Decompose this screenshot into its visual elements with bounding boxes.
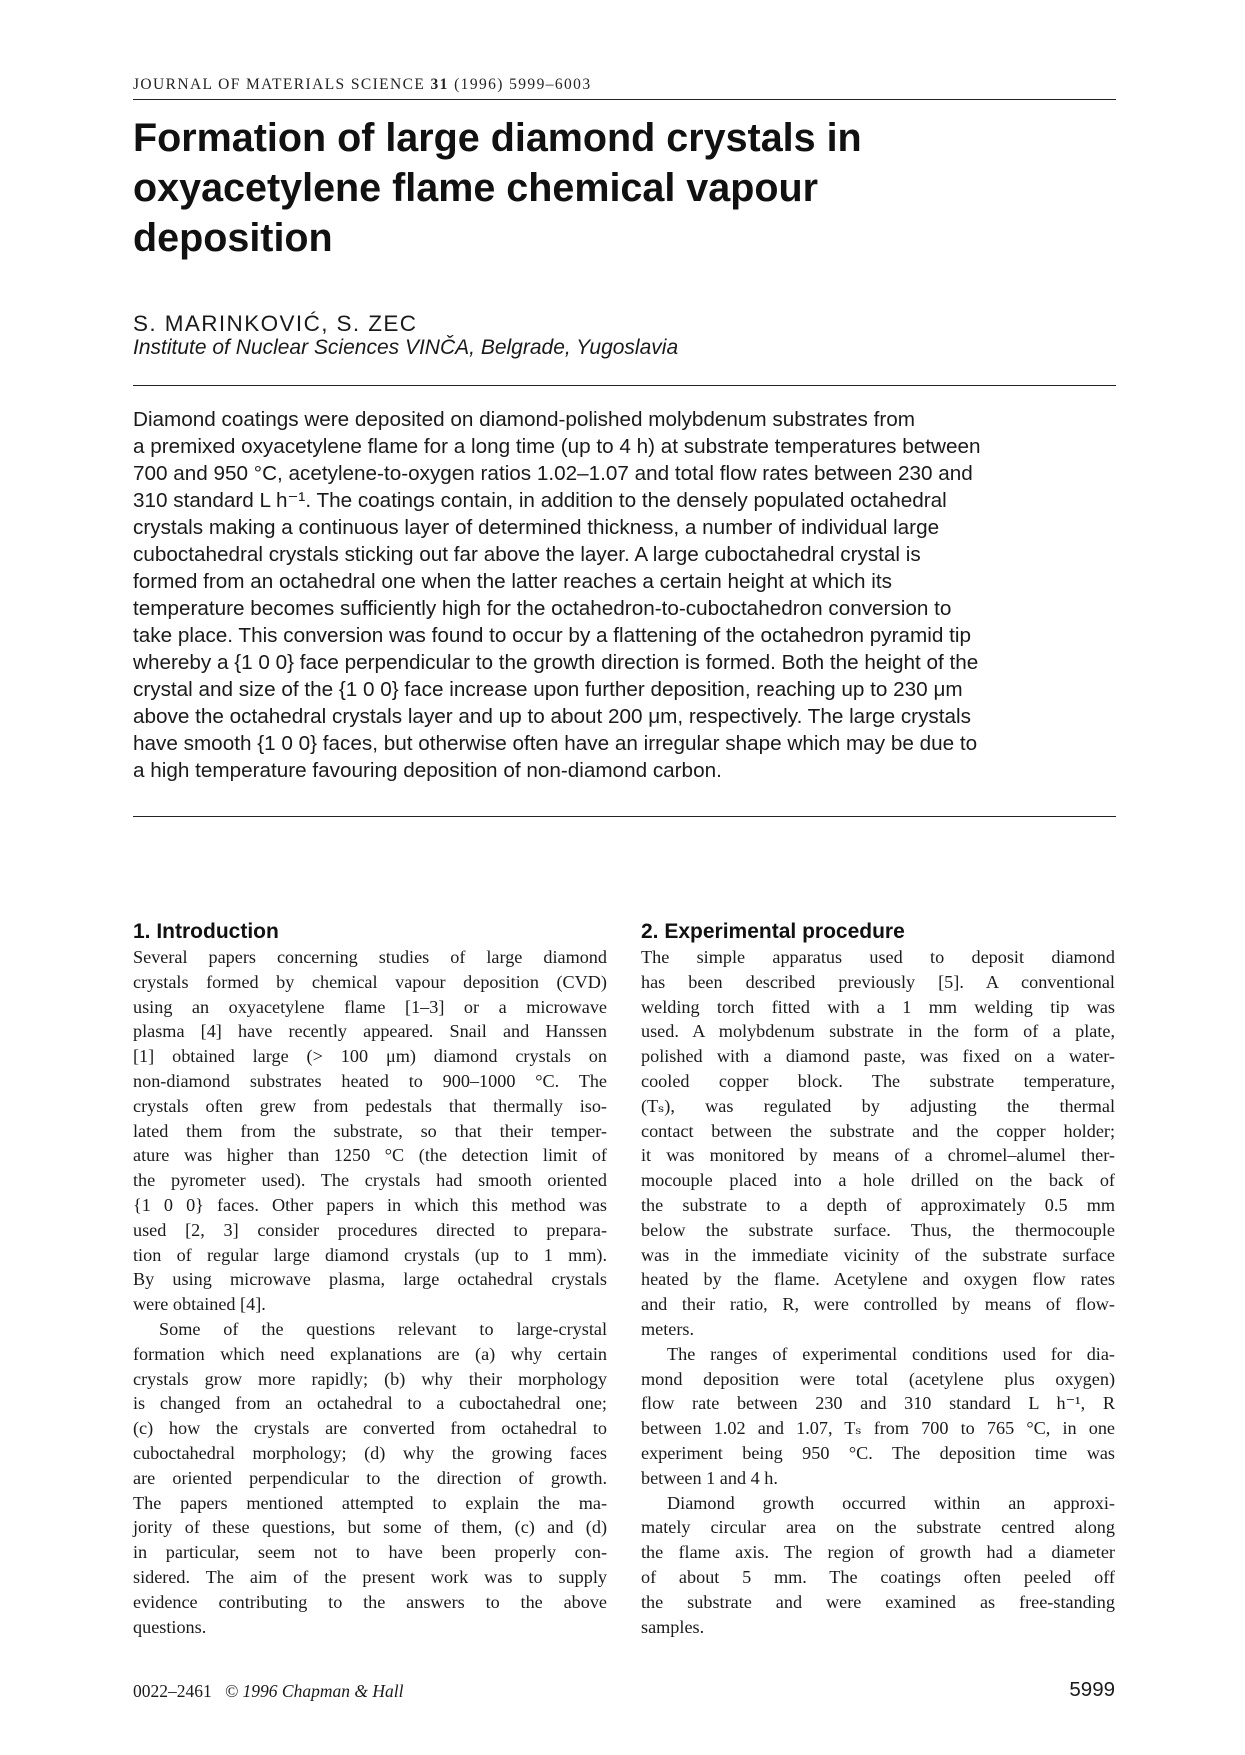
text-line: cooled copper block. The substrate temperature, bbox=[641, 1070, 1115, 1091]
text-line: {1 0 0} faces. Other papers in which this method was bbox=[133, 1194, 607, 1215]
section-heading-introduction: 1. Introduction bbox=[133, 920, 279, 943]
text-line: were obtained [4]. bbox=[133, 1294, 266, 1315]
text-line: mately circular area on the substrate centred along bbox=[641, 1517, 1115, 1538]
text-line: crystals making a continuous layer of determined thickness, a number of individual large bbox=[133, 516, 940, 539]
text-line: between 1 and 4 h. bbox=[641, 1467, 778, 1488]
text-line: ature was higher than 1250 °C (the detection limit of bbox=[133, 1145, 607, 1166]
text-line: evidence contributing to the answers to the above bbox=[133, 1591, 607, 1612]
text-line: The ranges of experimental conditions used for dia- bbox=[667, 1343, 1115, 1364]
text-line: in particular, seem not to have been properly con- bbox=[133, 1542, 607, 1563]
affiliation: Institute of Nuclear Sciences VINČA, Belgrade, Yugoslavia bbox=[133, 336, 679, 359]
text-line: below the substrate surface. Thus, the thermocouple bbox=[641, 1219, 1115, 1240]
title-line: oxyacetylene flame chemical vapour bbox=[133, 166, 819, 210]
text-line: (c) how the crystals are converted from octahedral to bbox=[133, 1418, 607, 1439]
text-line: used. A molybdenum substrate in the form of a plate, bbox=[641, 1021, 1115, 1042]
text-line: welding torch fitted with a 1 mm welding tip was bbox=[641, 996, 1115, 1017]
text-line: take place. This conversion was found to occur by a flattening of the octahedron pyramid tip bbox=[133, 624, 971, 647]
text-line: used [2, 3] consider procedures directed to prepara- bbox=[133, 1219, 607, 1240]
text-line: mond deposition were total (acetylene plus oxygen) bbox=[641, 1368, 1115, 1389]
title-line: deposition bbox=[133, 216, 333, 260]
text-line: a premixed oxyacetylene flame for a long time (up to 4 h) at substrate temperatures between bbox=[133, 435, 981, 458]
text-line: plasma [4] have recently appeared. Snail and Hanssen bbox=[133, 1021, 607, 1042]
text-line: between 1.02 and 1.07, Tₛ from 700 to 765 °C, in one bbox=[641, 1418, 1115, 1439]
text-line: Some of the questions relevant to large-crystal bbox=[159, 1318, 607, 1339]
text-line: is changed from an octahedral to a cuboctahedral one; bbox=[133, 1393, 607, 1414]
abstract bbox=[133, 406, 1118, 784]
text-line: the flame axis. The region of growth had a diameter bbox=[641, 1542, 1115, 1563]
text-line: are oriented perpendicular to the direction of growth. bbox=[133, 1467, 607, 1488]
text-line: jority of these questions, but some of them, (c) and (d) bbox=[133, 1517, 607, 1538]
text-line: the substrate and were examined as free-standing bbox=[641, 1591, 1115, 1612]
text-line: have smooth {1 0 0} faces, but otherwise often have an irregular shape which may be due to bbox=[133, 732, 978, 755]
section-heading-experimental: 2. Experimental procedure bbox=[641, 920, 905, 943]
authors: S. MARINKOVIĆ, S. ZEC bbox=[133, 311, 418, 336]
journal-volume: 31 bbox=[430, 76, 449, 93]
abstract-bottom-rule bbox=[133, 816, 1116, 817]
text-line: Diamond coatings were deposited on diamond-polished molybdenum substrates from bbox=[133, 408, 915, 431]
text-line: polished with a diamond paste, was fixed on a water- bbox=[641, 1046, 1115, 1067]
text-line: formation which need explanations are (a) why certain bbox=[133, 1343, 607, 1364]
text-line: 700 and 950 °C, acetylene-to-oxygen ratios 1.02–1.07 and total flow rates between 230 and bbox=[133, 462, 973, 485]
text-line: Several papers concerning studies of large diamond bbox=[133, 947, 607, 967]
text-line: whereby a {1 0 0} face perpendicular to the growth direction is formed. Both the height of the bbox=[133, 651, 979, 674]
footer-code bbox=[133, 1681, 403, 1702]
text-line: of about 5 mm. The coatings often peeled off bbox=[641, 1566, 1115, 1587]
text-line: By using microwave plasma, large octahedral crystals bbox=[133, 1269, 607, 1290]
text-line: The simple apparatus used to deposit diamond bbox=[641, 947, 1115, 967]
copyright-notice: © 1996 Chapman & Hall bbox=[224, 1681, 404, 1701]
text-line: [1] obtained large (> 100 μm) diamond crystals on bbox=[133, 1046, 607, 1067]
text-line: 310 standard L h⁻¹. The coatings contain, in addition to the densely populated octahedral bbox=[133, 489, 947, 512]
text-line: mocouple placed into a hole drilled on the back of bbox=[641, 1170, 1115, 1191]
text-line: sidered. The aim of the present work was to supply bbox=[133, 1566, 607, 1587]
header-rule bbox=[133, 99, 1116, 100]
text-line: crystals formed by chemical vapour deposition (CVD) bbox=[133, 971, 607, 992]
text-line: using an oxyacetylene flame [1–3] or a microwave bbox=[133, 996, 607, 1017]
text-line: non-diamond substrates heated to 900–1000 °C. The bbox=[133, 1070, 607, 1091]
text-line: the substrate to a depth of approximately 0.5 mm bbox=[641, 1194, 1115, 1215]
text-line: crystals grow more rapidly; (b) why their morphology bbox=[133, 1368, 607, 1389]
journal-header bbox=[133, 76, 591, 94]
journal-year-pages: (1996) 5999–6003 bbox=[454, 76, 592, 93]
text-line: lated them from the substrate, so that their temper- bbox=[133, 1120, 607, 1141]
text-line: has been described previously [5]. A conventional bbox=[641, 971, 1115, 992]
text-line: experiment being 950 °C. The deposition time was bbox=[641, 1442, 1115, 1463]
text-line: Diamond growth occurred within an approxi- bbox=[667, 1492, 1115, 1513]
text-line: formed from an octahedral one when the latter reaches a certain height at which its bbox=[133, 570, 892, 593]
text-line: the pyrometer used). The crystals had smooth oriented bbox=[133, 1170, 607, 1191]
issn-code: 0022–2461 bbox=[133, 1681, 212, 1701]
text-line: crystal and size of the {1 0 0} face increase upon further deposition, reaching up to 230 μm bbox=[133, 678, 963, 701]
text-line: heated by the flame. Acetylene and oxygen flow rates bbox=[641, 1269, 1115, 1290]
paper-title bbox=[133, 113, 1113, 263]
text-line: cuboctahedral morphology; (d) why the growing faces bbox=[133, 1442, 607, 1463]
text-line: flow rate between 230 and 310 standard L h⁻¹, R bbox=[641, 1393, 1115, 1414]
page-number: 5999 bbox=[1069, 1678, 1115, 1701]
text-line: (Tₛ), was regulated by adjusting the thermal bbox=[641, 1095, 1115, 1116]
text-line: and their ratio, R, were controlled by means of flow- bbox=[641, 1294, 1115, 1315]
text-line: cuboctahedral crystals sticking out far above the layer. A large cuboctahedral crystal is bbox=[133, 543, 921, 566]
right-column bbox=[641, 918, 1115, 1639]
text-line: samples. bbox=[641, 1616, 705, 1637]
text-line: temperature becomes sufficiently high for the octahedron-to-cuboctahedron conversion to bbox=[133, 597, 952, 620]
text-line: a high temperature favouring deposition of non-diamond carbon. bbox=[133, 759, 722, 782]
text-line: above the octahedral crystals layer and up to about 200 μm, respectively. The large crystals bbox=[133, 705, 971, 728]
left-column bbox=[133, 918, 607, 1639]
text-line: meters. bbox=[641, 1318, 695, 1339]
text-line: contact between the substrate and the copper holder; bbox=[641, 1120, 1115, 1141]
text-line: crystals often grew from pedestals that thermally iso- bbox=[133, 1095, 607, 1116]
text-line: The papers mentioned attempted to explain the ma- bbox=[133, 1492, 607, 1513]
journal-name: JOURNAL OF MATERIALS SCIENCE bbox=[133, 76, 426, 93]
text-line: it was monitored by means of a chromel–alumel ther- bbox=[641, 1145, 1115, 1166]
abstract-top-rule bbox=[133, 385, 1116, 386]
text-line: questions. bbox=[133, 1616, 207, 1637]
text-line: was in the immediate vicinity of the substrate surface bbox=[641, 1244, 1115, 1265]
introduction-body bbox=[133, 945, 607, 1639]
text-line: tion of regular large diamond crystals (up to 1 mm). bbox=[133, 1244, 607, 1265]
experimental-body bbox=[641, 945, 1115, 1639]
title-line: Formation of large diamond crystals in bbox=[133, 116, 862, 160]
